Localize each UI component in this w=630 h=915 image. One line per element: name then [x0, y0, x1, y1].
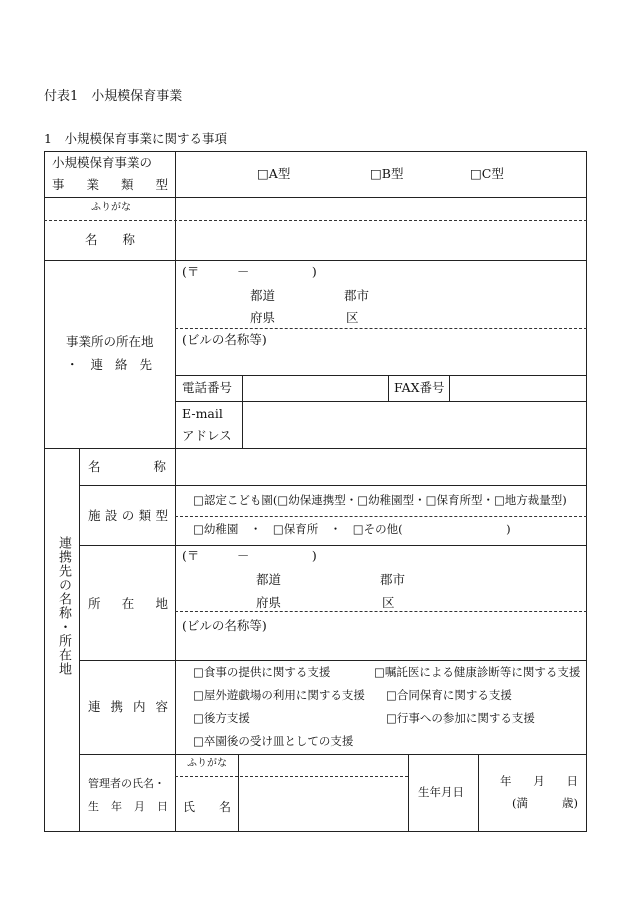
address-label-line2: ・ 連 絡 先: [66, 357, 152, 372]
manager-label-line2: 生 年 月 日: [88, 800, 168, 813]
address-ku: 区: [346, 310, 359, 325]
type-option-c[interactable]: □C型: [470, 166, 504, 181]
email-label-1: E-mail: [182, 406, 223, 421]
birth-value[interactable]: 年 月 日: [500, 774, 578, 788]
type-label-line2: 事 業 類 型: [52, 177, 168, 192]
name-furigana-label: ふりがな: [91, 202, 131, 213]
partner-postal[interactable]: (〒 － ): [182, 548, 317, 563]
email-label-2: アドレス: [182, 428, 232, 443]
manager-furigana-label: ふりがな: [187, 758, 227, 769]
type-option-a[interactable]: □A型: [257, 166, 291, 181]
age-value[interactable]: (満 歳): [512, 796, 578, 810]
partner-ku: 区: [382, 595, 395, 610]
manager-label-line1: 管理者の氏名・: [88, 777, 165, 790]
manager-name-input[interactable]: [239, 777, 407, 831]
phone-label: 電話番号: [182, 380, 233, 395]
name-label: 名 称: [85, 232, 135, 247]
content-item[interactable]: □屋外遊戯場の利用に関する支援: [193, 688, 365, 702]
address-building[interactable]: (ビルの名称等): [182, 332, 267, 347]
content-item[interactable]: □後方支援: [193, 711, 250, 725]
fax-input[interactable]: [450, 376, 586, 400]
partner-todo: 都道: [256, 572, 282, 587]
facility-type-options-2[interactable]: □幼稚園 ・ □保育所 ・ □その他( ): [193, 522, 511, 536]
address-postal[interactable]: (〒 － ): [182, 264, 317, 279]
facility-type-options-1[interactable]: □認定こども園(□幼保連携型・□幼稚園型・□保育所型・□地方裁量型): [193, 493, 567, 507]
fax-label: FAX番号: [394, 380, 445, 395]
content-item[interactable]: □卒園後の受け皿としての支援: [193, 734, 354, 748]
birth-label: 生年月日: [418, 785, 464, 799]
address-todo: 都道: [250, 288, 276, 303]
partner-fuken: 府県: [256, 595, 282, 610]
content-label: 連 携 内 容: [88, 699, 168, 714]
partner-name-label: 名 称: [88, 459, 166, 474]
partner-side-label: 連携先の名称・所在地: [56, 536, 71, 676]
section-title: 1 小規模保育事業に関する事項: [44, 131, 227, 146]
type-option-b[interactable]: □B型: [370, 166, 404, 181]
type-label-line1: 小規模保育事業の: [52, 155, 153, 170]
content-item[interactable]: □嘱託医による健康診断等に関する支援: [374, 665, 581, 679]
content-item[interactable]: □合同保育に関する支援: [386, 688, 512, 702]
partner-location-label: 所 在 地: [88, 596, 168, 611]
address-label-line1: 事業所の所在地: [66, 334, 154, 349]
address-fuken: 府県: [250, 310, 276, 325]
content-item[interactable]: □行事への参加に関する支援: [386, 711, 535, 725]
email-input[interactable]: [243, 402, 586, 447]
document-title: 付表1 小規模保育事業: [44, 89, 183, 104]
address-gunshi: 郡市: [344, 288, 370, 303]
name-input[interactable]: [176, 221, 586, 259]
phone-input[interactable]: [243, 376, 387, 400]
partner-gunshi: 郡市: [380, 572, 406, 587]
facility-type-label: 施 設 の 類 型: [88, 508, 168, 523]
content-item[interactable]: □食事の提供に関する支援: [193, 665, 331, 679]
partner-building[interactable]: (ビルの名称等): [182, 618, 267, 633]
partner-name-input[interactable]: [176, 449, 586, 484]
manager-name-label: 氏 名: [183, 800, 231, 814]
